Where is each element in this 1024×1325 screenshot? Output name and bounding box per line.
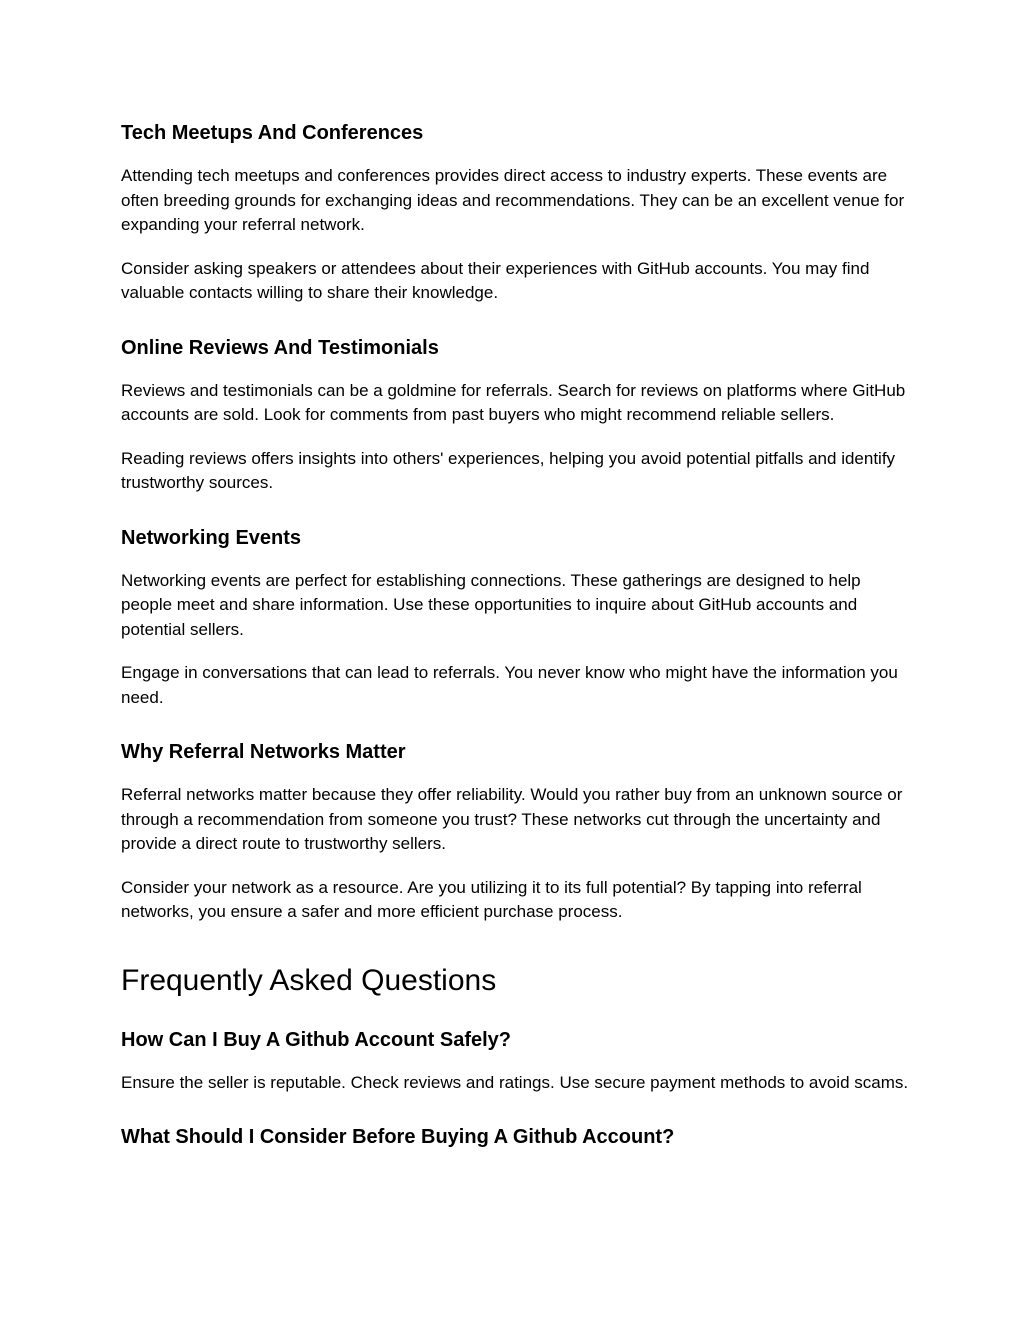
faq-title: Frequently Asked Questions — [121, 963, 497, 997]
paragraph: Networking events are perfect for establishing connections. These gatherings are designed to help people meet and share information. Use these opportunities to inquire about GitHub accounts and potential sellers. — [121, 570, 861, 639]
heading-why-referral: Why Referral Networks Matter — [121, 741, 406, 763]
document-page — [121, 118, 911, 1168]
paragraph: Consider your network as a resource. Are you utilizing it to its full potential? By tapping into referral networks, you ensure a safer and more efficient purchase process. — [121, 877, 862, 921]
heading-networking-events: Networking Events — [121, 526, 302, 549]
faq-question: What Should I Consider Before Buying A Github Account? — [121, 1126, 675, 1148]
paragraph: Referral networks matter because they offer reliability. Would you rather buy from an unknown source or through a recommendation from someone you trust? These networks cut through the uncertainty and provide a direct route to trustworthy sellers. — [121, 785, 903, 853]
paragraph: Attending tech meetups and conferences provides direct access to industry experts. These events are often breeding grounds for exchanging ideas and recommendations. They can be an excellent venue for expanding your referral network. — [121, 166, 905, 234]
faq-question: How Can I Buy A Github Account Safely? — [121, 1028, 512, 1051]
paragraph: Consider asking speakers or attendees about their experiences with GitHub accounts. You may find valuable contacts willing to share their knowledge. — [121, 258, 870, 302]
heading-online-reviews: Online Reviews And Testimonials — [121, 336, 439, 359]
paragraph: Reading reviews offers insights into others' experiences, helping you avoid potential pitfalls and identify trustworthy sources. — [121, 448, 896, 492]
paragraph: Engage in conversations that can lead to referrals. You never know who might have the information you need. — [121, 663, 898, 707]
faq-answer: Ensure the seller is reputable. Check reviews and ratings. Use secure payment methods to avoid scams. — [121, 1072, 909, 1092]
paragraph: Reviews and testimonials can be a goldmine for referrals. Search for reviews on platforms where GitHub accounts are sold. Look for comments from past buyers who might recommend reliable sellers. — [121, 380, 906, 424]
heading-tech-meetups: Tech Meetups And Conferences — [121, 122, 424, 144]
